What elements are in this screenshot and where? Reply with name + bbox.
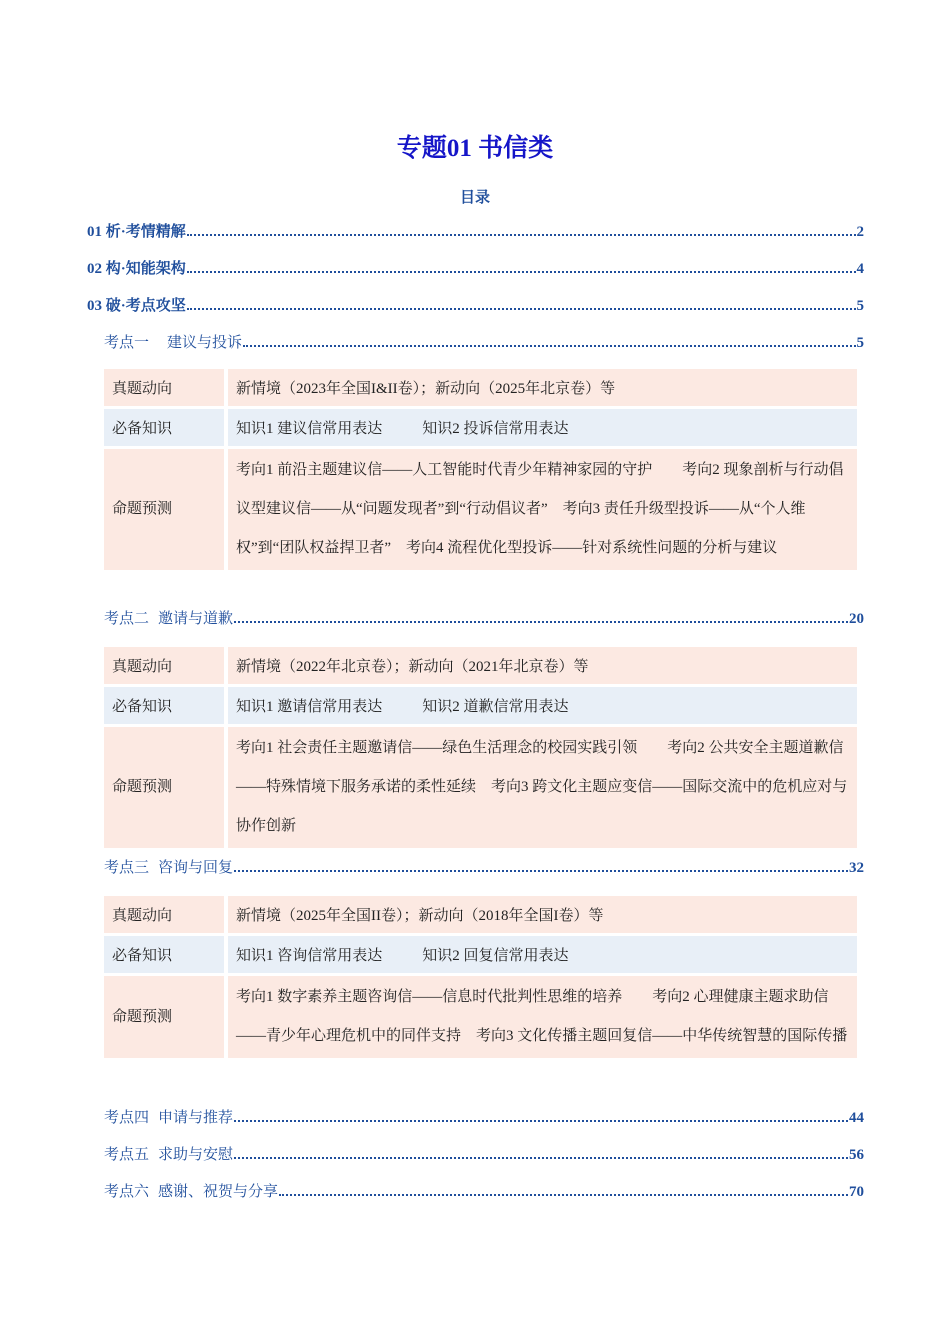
row-content: 新情境（2025年全国II卷）；新动向（2018年全国I卷）等 — [228, 896, 857, 933]
row-content: 考向1 社会责任主题邀请信——绿色生活理念的校园实践引领 考向2 公共安全主题道歉信——特殊情境下服务承诺的柔性延续 考向3 跨文化主题应变信——国际交流中的危机应对与协作创新 — [228, 727, 857, 848]
toc-heading: 目录 — [459, 190, 490, 206]
table-row — [104, 449, 857, 570]
toc-leader-dots — [187, 307, 856, 310]
section-name: 建议与投诉 — [167, 335, 243, 351]
toc-page-number: 2 — [856, 224, 864, 240]
row-content: 新情境（2022年北京卷）；新动向（2021年北京卷）等 — [228, 647, 857, 684]
toc-leader-dots — [243, 344, 855, 347]
toc-leader-dots — [234, 869, 848, 872]
knowledge-2: 知识2 道歉信常用表达 — [422, 699, 569, 715]
toc-leader-dots — [187, 233, 856, 236]
toc-entry-analysis[interactable] — [87, 220, 864, 242]
toc-entry-section-5[interactable] — [104, 1143, 864, 1165]
toc-page-number: 5 — [856, 298, 864, 314]
row-content — [228, 687, 857, 724]
row-content — [228, 936, 857, 973]
section-name: 邀请与道歉 — [158, 611, 234, 627]
row-content: 新情境（2023年全国I&II卷）；新动向（2025年北京卷）等 — [228, 369, 857, 406]
toc-leader-dots — [279, 1193, 848, 1196]
toc-leader-dots — [187, 270, 856, 273]
section-name: 申请与推荐 — [158, 1110, 234, 1126]
table-row — [104, 409, 857, 446]
table-row — [104, 976, 857, 1058]
section-prefix: 考点四 — [104, 1110, 150, 1126]
row-label: 必备知识 — [104, 687, 228, 724]
table-row — [104, 896, 857, 933]
row-label: 命题预测 — [104, 449, 228, 570]
section-prefix: 考点五 — [104, 1147, 150, 1163]
toc-entry-breakthrough[interactable] — [87, 294, 864, 316]
toc-page-number: 56 — [849, 1147, 864, 1163]
row-label: 命题预测 — [104, 727, 228, 848]
toc-leader-dots — [234, 1119, 848, 1122]
knowledge-1: 知识1 邀请信常用表达 — [236, 699, 383, 715]
toc-entry-section-2[interactable] — [104, 607, 864, 629]
row-content — [228, 409, 857, 446]
toc-page-number: 70 — [849, 1184, 864, 1200]
section-name: 感谢、祝贺与分享 — [158, 1184, 279, 1200]
toc-page-number: 32 — [849, 860, 864, 876]
section-1-table — [104, 366, 857, 573]
row-label: 真题动向 — [104, 647, 228, 684]
toc-entry-framework[interactable] — [87, 257, 864, 279]
toc-page-number: 5 — [856, 335, 864, 351]
knowledge-1: 知识1 建议信常用表达 — [236, 421, 383, 437]
toc-page-number: 20 — [849, 611, 864, 627]
row-label: 必备知识 — [104, 936, 228, 973]
toc-entry-label: 03 破·考点攻坚 — [87, 298, 186, 314]
row-content: 考向1 前沿主题建议信——人工智能时代青少年精神家园的守护 考向2 现象剖析与行动倡议型建议信——从“问题发现者”到“行动倡议者” 考向3 责任升级型投诉——从“个人维权”到“团队权益捍卫者” 考向4 流程优化型投诉——针对系统性问题的分析与建议 — [228, 449, 857, 570]
section-prefix: 考点三 — [104, 860, 150, 876]
table-row — [104, 727, 857, 848]
section-prefix: 考点二 — [104, 611, 150, 627]
row-content: 考向1 数字素养主题咨询信——信息时代批判性思维的培养 考向2 心理健康主题求助信——青少年心理危机中的同伴支持 考向3 文化传播主题回复信——中华传统智慧的国际传播 — [228, 976, 857, 1058]
section-name: 求助与安慰 — [158, 1147, 234, 1163]
section-prefix: 考点一 — [104, 335, 150, 351]
table-row — [104, 369, 857, 406]
table-row — [104, 647, 857, 684]
toc-entry-label: 01 析·考情精解 — [87, 224, 186, 240]
toc-page-number: 44 — [849, 1110, 864, 1126]
toc-leader-dots — [234, 620, 848, 623]
section-3-table — [104, 893, 857, 1061]
section-2-table — [104, 644, 857, 851]
toc-entry-section-3[interactable] — [104, 856, 864, 878]
toc-page-number: 4 — [856, 261, 864, 277]
toc-entry-label: 02 构·知能架构 — [87, 261, 186, 277]
knowledge-1: 知识1 咨询信常用表达 — [236, 948, 383, 964]
row-label: 真题动向 — [104, 896, 228, 933]
section-prefix: 考点六 — [104, 1184, 150, 1200]
table-row — [104, 687, 857, 724]
document-title: 专题01 书信类 — [396, 135, 554, 162]
toc-entry-section-1[interactable] — [104, 331, 864, 353]
row-label: 必备知识 — [104, 409, 228, 446]
row-label: 命题预测 — [104, 976, 228, 1058]
row-label: 真题动向 — [104, 369, 228, 406]
toc-leader-dots — [234, 1156, 848, 1159]
knowledge-2: 知识2 投诉信常用表达 — [422, 421, 569, 437]
toc-entry-section-6[interactable] — [104, 1180, 864, 1202]
knowledge-2: 知识2 回复信常用表达 — [422, 948, 569, 964]
section-name: 咨询与回复 — [158, 860, 234, 876]
table-row — [104, 936, 857, 973]
toc-entry-section-4[interactable] — [104, 1106, 864, 1128]
